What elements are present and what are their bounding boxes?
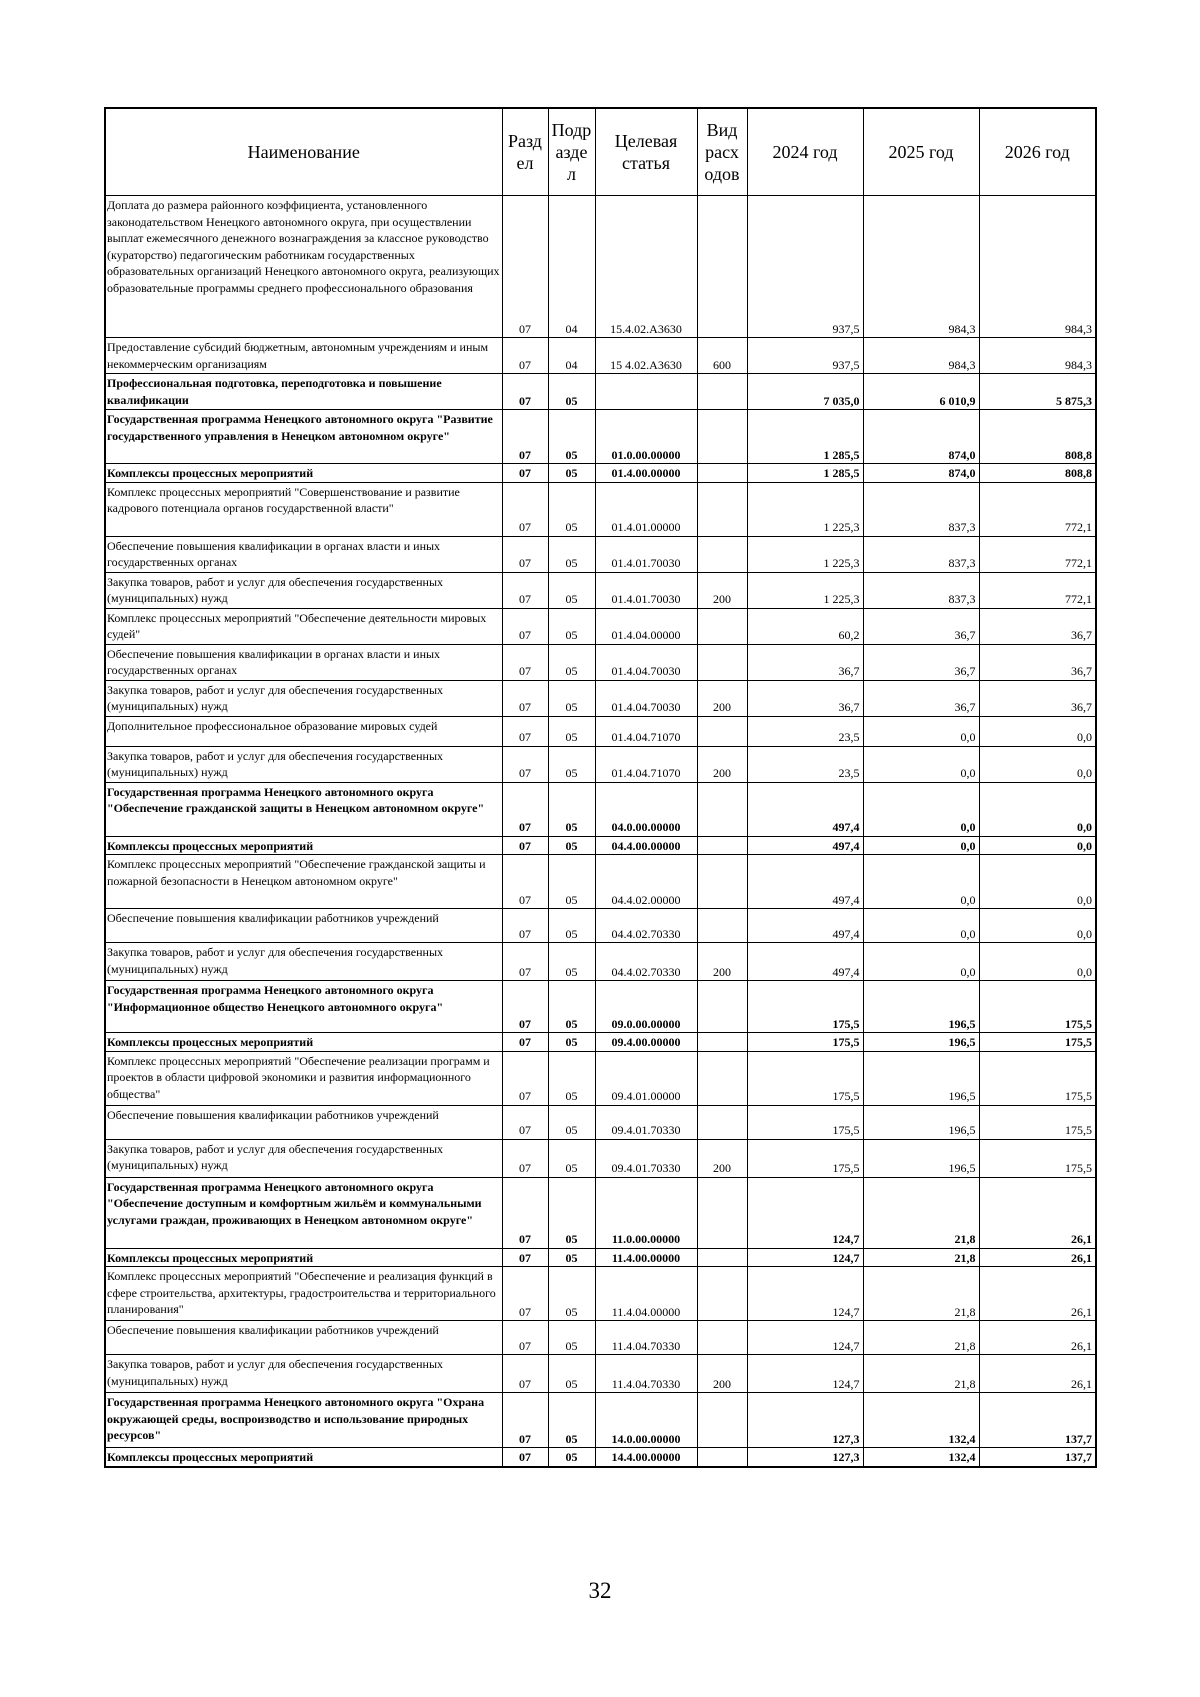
row-2024-cell: 23,5 (747, 716, 863, 746)
header-vid-raskhodov: Вид расх одов (697, 108, 747, 196)
row-2024-cell: 36,7 (747, 644, 863, 680)
row-2026-cell: 0,0 (979, 855, 1096, 909)
table-row (105, 716, 1096, 746)
row-tselevaya-cell: 11.4.04.00000 (595, 1267, 697, 1321)
row-vid-cell (697, 536, 747, 572)
row-razdel-cell: 07 (502, 1105, 548, 1139)
row-2025-cell: 21,8 (863, 1267, 979, 1321)
row-2024-cell: 497,4 (747, 855, 863, 909)
row-vid-cell (697, 410, 747, 464)
row-tselevaya-cell: 01.4.01.70030 (595, 572, 697, 608)
row-name-cell: Закупка товаров, работ и услуг для обеспечения государственных (муниципальных) нужд (105, 572, 502, 608)
row-2026-cell: 36,7 (979, 680, 1096, 716)
row-2026-cell: 0,0 (979, 716, 1096, 746)
row-tselevaya-cell: 01.4.04.70030 (595, 644, 697, 680)
row-2025-cell: 0,0 (863, 943, 979, 981)
row-2026-cell: 26,1 (979, 1177, 1096, 1248)
table-header-row (105, 108, 1096, 196)
row-podrazdel-cell: 05 (548, 644, 595, 680)
row-razdel-cell: 07 (502, 836, 548, 855)
row-tselevaya-cell: 01.4.04.70030 (595, 680, 697, 716)
row-tselevaya-cell: 09.4.01.70330 (595, 1139, 697, 1177)
row-razdel-cell: 07 (502, 909, 548, 943)
row-2025-cell: 132,4 (863, 1393, 979, 1448)
row-2026-cell: 5 875,3 (979, 374, 1096, 410)
row-tselevaya-cell: 01.0.00.00000 (595, 410, 697, 464)
row-podrazdel-cell: 05 (548, 680, 595, 716)
row-2024-cell: 7 035,0 (747, 374, 863, 410)
table-row (105, 338, 1096, 374)
row-podrazdel-cell: 05 (548, 464, 595, 483)
row-razdel-cell: 07 (502, 1393, 548, 1448)
row-2025-cell: 196,5 (863, 1139, 979, 1177)
row-2025-cell: 21,8 (863, 1355, 979, 1393)
row-tselevaya-cell: 01.4.04.71070 (595, 716, 697, 746)
row-podrazdel-cell: 05 (548, 1355, 595, 1393)
row-2025-cell: 0,0 (863, 782, 979, 836)
row-tselevaya-cell: 01.4.01.70030 (595, 536, 697, 572)
row-2025-cell: 196,5 (863, 1033, 979, 1052)
row-name-cell: Профессиональная подготовка, переподготовка и повышение квалификации (105, 374, 502, 410)
table-row (105, 1321, 1096, 1355)
row-podrazdel-cell: 05 (548, 855, 595, 909)
row-podrazdel-cell: 04 (548, 338, 595, 374)
table-row (105, 644, 1096, 680)
row-podrazdel-cell: 05 (548, 1105, 595, 1139)
row-name-cell: Дополнительное профессиональное образование мировых судей (105, 716, 502, 746)
header-year-2025: 2025 год (863, 108, 979, 196)
row-2024-cell: 1 225,3 (747, 482, 863, 536)
row-2026-cell: 26,1 (979, 1267, 1096, 1321)
row-razdel-cell: 07 (502, 338, 548, 374)
row-2026-cell: 36,7 (979, 608, 1096, 644)
row-vid-cell (697, 909, 747, 943)
row-vid-cell: 600 (697, 338, 747, 374)
row-razdel-cell: 07 (502, 782, 548, 836)
row-tselevaya-cell: 04.4.00.00000 (595, 836, 697, 855)
row-2024-cell: 1 285,5 (747, 410, 863, 464)
table-row (105, 981, 1096, 1033)
row-tselevaya-cell: 09.4.00.00000 (595, 1033, 697, 1052)
row-2026-cell: 0,0 (979, 943, 1096, 981)
row-razdel-cell: 07 (502, 1033, 548, 1052)
row-tselevaya-cell: 04.4.02.00000 (595, 855, 697, 909)
row-tselevaya-cell: 14.4.00.00000 (595, 1448, 697, 1467)
row-2025-cell: 21,8 (863, 1321, 979, 1355)
row-2024-cell: 23,5 (747, 746, 863, 782)
row-2025-cell: 837,3 (863, 572, 979, 608)
row-tselevaya-cell: 09.4.01.00000 (595, 1051, 697, 1105)
row-razdel-cell: 07 (502, 572, 548, 608)
row-2025-cell: 874,0 (863, 464, 979, 483)
row-2026-cell: 0,0 (979, 782, 1096, 836)
row-2025-cell: 196,5 (863, 1105, 979, 1139)
row-razdel-cell: 07 (502, 196, 548, 338)
row-2025-cell: 132,4 (863, 1448, 979, 1467)
row-podrazdel-cell: 05 (548, 1448, 595, 1467)
table-row (105, 909, 1096, 943)
row-razdel-cell: 07 (502, 943, 548, 981)
row-tselevaya-cell: 11.4.04.70330 (595, 1355, 697, 1393)
row-vid-cell (697, 1051, 747, 1105)
row-2026-cell: 175,5 (979, 1105, 1096, 1139)
table-row (105, 196, 1096, 338)
row-2025-cell: 0,0 (863, 836, 979, 855)
row-2026-cell: 0,0 (979, 909, 1096, 943)
table-row (105, 1177, 1096, 1248)
row-vid-cell: 200 (697, 1355, 747, 1393)
row-podrazdel-cell: 05 (548, 374, 595, 410)
row-2024-cell: 937,5 (747, 338, 863, 374)
header-year-2026: 2026 год (979, 108, 1096, 196)
row-podrazdel-cell: 05 (548, 716, 595, 746)
header-year-2024: 2024 год (747, 108, 863, 196)
row-razdel-cell: 07 (502, 608, 548, 644)
row-2026-cell: 137,7 (979, 1393, 1096, 1448)
row-vid-cell (697, 1177, 747, 1248)
header-razdel: Разд ел (502, 108, 548, 196)
row-vid-cell (697, 1267, 747, 1321)
row-2024-cell: 497,4 (747, 836, 863, 855)
row-podrazdel-cell: 05 (548, 1393, 595, 1448)
row-2025-cell: 837,3 (863, 536, 979, 572)
row-tselevaya-cell: 11.4.04.70330 (595, 1321, 697, 1355)
row-razdel-cell: 07 (502, 981, 548, 1033)
row-2024-cell: 175,5 (747, 1105, 863, 1139)
row-2024-cell: 124,7 (747, 1177, 863, 1248)
row-tselevaya-cell: 15.4.02.А3630 (595, 196, 697, 338)
row-razdel-cell: 07 (502, 482, 548, 536)
row-2025-cell: 984,3 (863, 196, 979, 338)
row-vid-cell: 200 (697, 680, 747, 716)
row-razdel-cell: 07 (502, 716, 548, 746)
row-razdel-cell: 07 (502, 464, 548, 483)
row-vid-cell (697, 464, 747, 483)
row-razdel-cell: 07 (502, 1177, 548, 1248)
row-2024-cell: 497,4 (747, 909, 863, 943)
row-2025-cell: 874,0 (863, 410, 979, 464)
table-row (105, 1267, 1096, 1321)
row-name-cell: Комплексы процессных мероприятий (105, 1033, 502, 1052)
table-row (105, 536, 1096, 572)
row-name-cell: Комплексы процессных мероприятий (105, 1448, 502, 1467)
row-razdel-cell: 07 (502, 1321, 548, 1355)
row-tselevaya-cell: 01.4.00.00000 (595, 464, 697, 483)
header-name: Наименование (105, 108, 502, 196)
row-name-cell: Обеспечение повышения квалификации работников учреждений (105, 909, 502, 943)
row-2024-cell: 497,4 (747, 943, 863, 981)
row-2024-cell: 60,2 (747, 608, 863, 644)
row-razdel-cell: 07 (502, 374, 548, 410)
row-vid-cell (697, 716, 747, 746)
row-razdel-cell: 07 (502, 1139, 548, 1177)
row-2025-cell: 196,5 (863, 981, 979, 1033)
row-2026-cell: 772,1 (979, 572, 1096, 608)
row-name-cell: Доплата до размера районного коэффициента, установленного законодательством Ненецкого автономного округа, при осуществлении выплат ежемесячного денежного вознаграждения за классное руководство (кураторство) педагогическим работникам государственных образовательных организаций Ненецкого автономного округа, реализующих образовательные программы среднего профессионального образования (105, 196, 502, 338)
table-row (105, 1033, 1096, 1052)
row-2024-cell: 127,3 (747, 1393, 863, 1448)
row-name-cell: Закупка товаров, работ и услуг для обеспечения государственных (муниципальных) нужд (105, 746, 502, 782)
row-podrazdel-cell: 05 (548, 782, 595, 836)
row-name-cell: Комплекс процессных мероприятий "Совершенствование и развитие кадрового потенциала органов государственной власти" (105, 482, 502, 536)
row-podrazdel-cell: 05 (548, 909, 595, 943)
row-2026-cell: 984,3 (979, 338, 1096, 374)
row-name-cell: Комплексы процессных мероприятий (105, 1248, 502, 1267)
table-row (105, 680, 1096, 716)
row-2025-cell: 984,3 (863, 338, 979, 374)
row-2025-cell: 0,0 (863, 716, 979, 746)
row-2026-cell: 808,8 (979, 464, 1096, 483)
row-2026-cell: 0,0 (979, 746, 1096, 782)
row-2026-cell: 26,1 (979, 1321, 1096, 1355)
row-name-cell: Обеспечение повышения квалификации работников учреждений (105, 1105, 502, 1139)
row-podrazdel-cell: 05 (548, 746, 595, 782)
row-2025-cell: 36,7 (863, 644, 979, 680)
row-razdel-cell: 07 (502, 680, 548, 716)
row-razdel-cell: 07 (502, 1267, 548, 1321)
table-row (105, 482, 1096, 536)
row-podrazdel-cell: 05 (548, 482, 595, 536)
row-podrazdel-cell: 05 (548, 836, 595, 855)
row-vid-cell (697, 644, 747, 680)
row-2026-cell: 175,5 (979, 1139, 1096, 1177)
row-vid-cell (697, 836, 747, 855)
row-vid-cell (697, 782, 747, 836)
row-2025-cell: 36,7 (863, 680, 979, 716)
row-podrazdel-cell: 05 (548, 410, 595, 464)
row-2024-cell: 124,7 (747, 1267, 863, 1321)
row-name-cell: Государственная программа Ненецкого автономного округа "Развитие государственного управления в Ненецком автономном округе" (105, 410, 502, 464)
row-name-cell: Комплекс процессных мероприятий "Обеспечение гражданской защиты и пожарной безопасности в Ненецком автономном округе" (105, 855, 502, 909)
row-podrazdel-cell: 05 (548, 943, 595, 981)
row-tselevaya-cell: 11.4.00.00000 (595, 1248, 697, 1267)
table-row (105, 836, 1096, 855)
header-podrazdel: Подр азде л (548, 108, 595, 196)
row-vid-cell (697, 855, 747, 909)
row-name-cell: Закупка товаров, работ и услуг для обеспечения государственных (муниципальных) нужд (105, 1355, 502, 1393)
row-vid-cell (697, 608, 747, 644)
row-tselevaya-cell: 01.4.04.71070 (595, 746, 697, 782)
row-vid-cell (697, 981, 747, 1033)
table-row (105, 1139, 1096, 1177)
row-podrazdel-cell: 05 (548, 1321, 595, 1355)
row-podrazdel-cell: 05 (548, 981, 595, 1033)
row-razdel-cell: 07 (502, 746, 548, 782)
row-2024-cell: 1 225,3 (747, 572, 863, 608)
row-2025-cell: 837,3 (863, 482, 979, 536)
row-tselevaya-cell: 01.4.04.00000 (595, 608, 697, 644)
row-name-cell: Государственная программа Ненецкого автономного округа "Охрана окружающей среды, воспроизводство и использование природных ресурсов" (105, 1393, 502, 1448)
row-2025-cell: 196,5 (863, 1051, 979, 1105)
row-podrazdel-cell: 05 (548, 1248, 595, 1267)
row-2025-cell: 0,0 (863, 746, 979, 782)
table-row (105, 410, 1096, 464)
row-razdel-cell: 07 (502, 1051, 548, 1105)
row-tselevaya-cell: 04.4.02.70330 (595, 909, 697, 943)
table-row (105, 374, 1096, 410)
row-name-cell: Комплекс процессных мероприятий "Обеспечение деятельности мировых судей" (105, 608, 502, 644)
table-row (105, 855, 1096, 909)
row-tselevaya-cell: 14.0.00.00000 (595, 1393, 697, 1448)
row-tselevaya-cell: 04.4.02.70330 (595, 943, 697, 981)
row-2026-cell: 175,5 (979, 1033, 1096, 1052)
row-2026-cell: 137,7 (979, 1448, 1096, 1467)
row-2024-cell: 175,5 (747, 1051, 863, 1105)
row-name-cell: Закупка товаров, работ и услуг для обеспечения государственных (муниципальных) нужд (105, 680, 502, 716)
row-tselevaya-cell: 11.0.00.00000 (595, 1177, 697, 1248)
row-2026-cell: 36,7 (979, 644, 1096, 680)
budget-table (104, 107, 1097, 1468)
row-2026-cell: 808,8 (979, 410, 1096, 464)
table-row (105, 782, 1096, 836)
row-vid-cell: 200 (697, 746, 747, 782)
row-2026-cell: 984,3 (979, 196, 1096, 338)
row-podrazdel-cell: 04 (548, 196, 595, 338)
row-podrazdel-cell: 05 (548, 1139, 595, 1177)
table-row (105, 608, 1096, 644)
row-podrazdel-cell: 05 (548, 1267, 595, 1321)
row-tselevaya-cell: 09.0.00.00000 (595, 981, 697, 1033)
table-row (105, 572, 1096, 608)
row-vid-cell (697, 1248, 747, 1267)
row-razdel-cell: 07 (502, 536, 548, 572)
table-row (105, 943, 1096, 981)
row-vid-cell: 200 (697, 943, 747, 981)
row-2025-cell: 36,7 (863, 608, 979, 644)
row-2024-cell: 937,5 (747, 196, 863, 338)
row-2025-cell: 21,8 (863, 1248, 979, 1267)
row-2026-cell: 26,1 (979, 1248, 1096, 1267)
row-2025-cell: 0,0 (863, 855, 979, 909)
row-2026-cell: 0,0 (979, 836, 1096, 855)
row-name-cell: Обеспечение повышения квалификации в органах власти и иных государственных органах (105, 644, 502, 680)
table-row (105, 464, 1096, 483)
row-2026-cell: 175,5 (979, 1051, 1096, 1105)
row-vid-cell (697, 374, 747, 410)
row-name-cell: Предоставление субсидий бюджетным, автономным учреждениям и иным некоммерческим организациям (105, 338, 502, 374)
header-tselevaya-statya: Целевая статья (595, 108, 697, 196)
row-vid-cell (697, 196, 747, 338)
row-name-cell: Государственная программа Ненецкого автономного округа "Обеспечение гражданской защиты в Ненецком автономном округе" (105, 782, 502, 836)
row-2024-cell: 175,5 (747, 1139, 863, 1177)
row-podrazdel-cell: 05 (548, 1051, 595, 1105)
table-row (105, 1448, 1096, 1467)
row-vid-cell (697, 482, 747, 536)
row-name-cell: Государственная программа Ненецкого автономного округа "Информационное общество Ненецкого автономного округа" (105, 981, 502, 1033)
row-name-cell: Закупка товаров, работ и услуг для обеспечения государственных (муниципальных) нужд (105, 1139, 502, 1177)
row-2026-cell: 175,5 (979, 981, 1096, 1033)
row-vid-cell (697, 1033, 747, 1052)
row-2026-cell: 26,1 (979, 1355, 1096, 1393)
row-2025-cell: 6 010,9 (863, 374, 979, 410)
row-2024-cell: 175,5 (747, 1033, 863, 1052)
row-name-cell: Обеспечение повышения квалификации работников учреждений (105, 1321, 502, 1355)
row-vid-cell (697, 1448, 747, 1467)
table-row (105, 1355, 1096, 1393)
row-2024-cell: 127,3 (747, 1448, 863, 1467)
row-tselevaya-cell: 15 4.02.А3630 (595, 338, 697, 374)
row-name-cell: Комплексы процессных мероприятий (105, 464, 502, 483)
row-vid-cell: 200 (697, 572, 747, 608)
row-2024-cell: 36,7 (747, 680, 863, 716)
row-razdel-cell: 07 (502, 855, 548, 909)
table-row (105, 1051, 1096, 1105)
table-body (105, 196, 1096, 1467)
row-podrazdel-cell: 05 (548, 1177, 595, 1248)
row-podrazdel-cell: 05 (548, 572, 595, 608)
table-row (105, 1248, 1096, 1267)
row-name-cell: Комплексы процессных мероприятий (105, 836, 502, 855)
row-2024-cell: 1 285,5 (747, 464, 863, 483)
row-podrazdel-cell: 05 (548, 1033, 595, 1052)
page-number: 32 (588, 1578, 612, 1603)
row-vid-cell (697, 1105, 747, 1139)
row-name-cell: Закупка товаров, работ и услуг для обеспечения государственных (муниципальных) нужд (105, 943, 502, 981)
row-vid-cell (697, 1321, 747, 1355)
row-vid-cell (697, 1393, 747, 1448)
row-2024-cell: 124,7 (747, 1355, 863, 1393)
row-razdel-cell: 07 (502, 410, 548, 464)
row-2024-cell: 124,7 (747, 1248, 863, 1267)
row-name-cell: Государственная программа Ненецкого автономного округа "Обеспечение доступным и комфортным жильём и коммунальными услугами граждан, проживающих в Ненецком автономном округе" (105, 1177, 502, 1248)
table-row (105, 746, 1096, 782)
row-tselevaya-cell: 01.4.01.00000 (595, 482, 697, 536)
row-name-cell: Обеспечение повышения квалификации в органах власти и иных государственных органах (105, 536, 502, 572)
row-2024-cell: 497,4 (747, 782, 863, 836)
table-row (105, 1393, 1096, 1448)
row-name-cell: Комплекс процессных мероприятий "Обеспечение и реализация функций в сфере строительства, архитектуры, градостроительства и территориального планирования" (105, 1267, 502, 1321)
row-tselevaya-cell (595, 374, 697, 410)
row-razdel-cell: 07 (502, 1248, 548, 1267)
row-2025-cell: 0,0 (863, 909, 979, 943)
row-razdel-cell: 07 (502, 644, 548, 680)
row-podrazdel-cell: 05 (548, 608, 595, 644)
row-tselevaya-cell: 09.4.01.70330 (595, 1105, 697, 1139)
row-2025-cell: 21,8 (863, 1177, 979, 1248)
row-2026-cell: 772,1 (979, 482, 1096, 536)
row-2026-cell: 772,1 (979, 536, 1096, 572)
row-razdel-cell: 07 (502, 1448, 548, 1467)
row-name-cell: Комплекс процессных мероприятий "Обеспечение реализации программ и проектов в области цифровой экономики и развития информационного общества" (105, 1051, 502, 1105)
row-razdel-cell: 07 (502, 1355, 548, 1393)
row-2024-cell: 124,7 (747, 1321, 863, 1355)
row-vid-cell: 200 (697, 1139, 747, 1177)
row-2024-cell: 175,5 (747, 981, 863, 1033)
row-2024-cell: 1 225,3 (747, 536, 863, 572)
table-row (105, 1105, 1096, 1139)
row-tselevaya-cell: 04.0.00.00000 (595, 782, 697, 836)
row-podrazdel-cell: 05 (548, 536, 595, 572)
